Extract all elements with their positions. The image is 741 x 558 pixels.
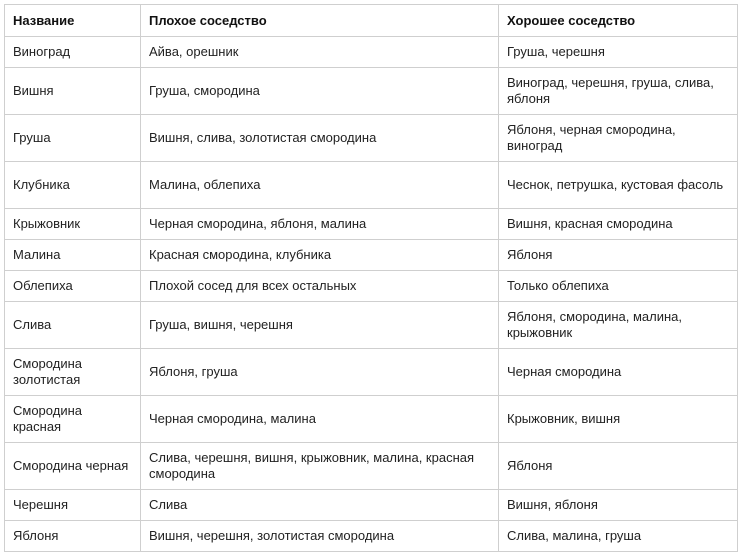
good-neighbors-cell: Вишня, красная смородина <box>499 209 738 240</box>
table-row <box>5 349 738 396</box>
good-neighbors-cell: Только облепиха <box>499 271 738 302</box>
plant-name-cell: Смородина черная <box>5 443 141 490</box>
bad-neighbors-cell: Слива <box>141 490 499 521</box>
bad-neighbors-cell: Вишня, слива, золотистая смородина <box>141 115 499 162</box>
column-header-name: Название <box>5 5 141 37</box>
plant-name-cell: Слива <box>5 302 141 349</box>
good-neighbors-cell: Чеснок, петрушка, кустовая фасоль <box>499 162 738 209</box>
bad-neighbors-cell: Красная смородина, клубника <box>141 240 499 271</box>
plant-name-cell: Груша <box>5 115 141 162</box>
good-neighbors-cell: Яблоня, смородина, малина, крыжовник <box>499 302 738 349</box>
good-neighbors-cell: Груша, черешня <box>499 37 738 68</box>
table-header-row <box>5 5 738 37</box>
bad-neighbors-cell: Яблоня, груша <box>141 349 499 396</box>
table-row <box>5 302 738 349</box>
table-row <box>5 162 738 209</box>
plant-name-cell: Малина <box>5 240 141 271</box>
table-row <box>5 271 738 302</box>
table-row <box>5 37 738 68</box>
bad-neighbors-cell: Груша, вишня, черешня <box>141 302 499 349</box>
bad-neighbors-cell: Малина, облепиха <box>141 162 499 209</box>
plant-name-cell: Виноград <box>5 37 141 68</box>
bad-neighbors-cell: Айва, орешник <box>141 37 499 68</box>
table-row <box>5 490 738 521</box>
good-neighbors-cell: Вишня, яблоня <box>499 490 738 521</box>
plant-name-cell: Смородина золотистая <box>5 349 141 396</box>
table-row <box>5 209 738 240</box>
column-header-good-neighbors: Хорошее соседство <box>499 5 738 37</box>
table-row <box>5 115 738 162</box>
plant-name-cell: Черешня <box>5 490 141 521</box>
good-neighbors-cell: Черная смородина <box>499 349 738 396</box>
good-neighbors-cell: Слива, малина, груша <box>499 521 738 552</box>
plant-name-cell: Смородина красная <box>5 396 141 443</box>
good-neighbors-cell: Яблоня, черная смородина, виноград <box>499 115 738 162</box>
table-row <box>5 396 738 443</box>
plant-name-cell: Клубника <box>5 162 141 209</box>
plant-name-cell: Облепиха <box>5 271 141 302</box>
bad-neighbors-cell: Плохой сосед для всех остальных <box>141 271 499 302</box>
plant-compatibility-table <box>4 4 738 552</box>
table-row <box>5 521 738 552</box>
plant-name-cell: Вишня <box>5 68 141 115</box>
bad-neighbors-cell: Черная смородина, малина <box>141 396 499 443</box>
table-row <box>5 443 738 490</box>
plant-name-cell: Крыжовник <box>5 209 141 240</box>
plant-name-cell: Яблоня <box>5 521 141 552</box>
bad-neighbors-cell: Черная смородина, яблоня, малина <box>141 209 499 240</box>
good-neighbors-cell: Яблоня <box>499 443 738 490</box>
column-header-bad-neighbors: Плохое соседство <box>141 5 499 37</box>
good-neighbors-cell: Крыжовник, вишня <box>499 396 738 443</box>
table-row <box>5 68 738 115</box>
good-neighbors-cell: Яблоня <box>499 240 738 271</box>
bad-neighbors-cell: Груша, смородина <box>141 68 499 115</box>
bad-neighbors-cell: Вишня, черешня, золотистая смородина <box>141 521 499 552</box>
bad-neighbors-cell: Слива, черешня, вишня, крыжовник, малина, красная смородина <box>141 443 499 490</box>
table-row <box>5 240 738 271</box>
good-neighbors-cell: Виноград, черешня, груша, слива, яблоня <box>499 68 738 115</box>
